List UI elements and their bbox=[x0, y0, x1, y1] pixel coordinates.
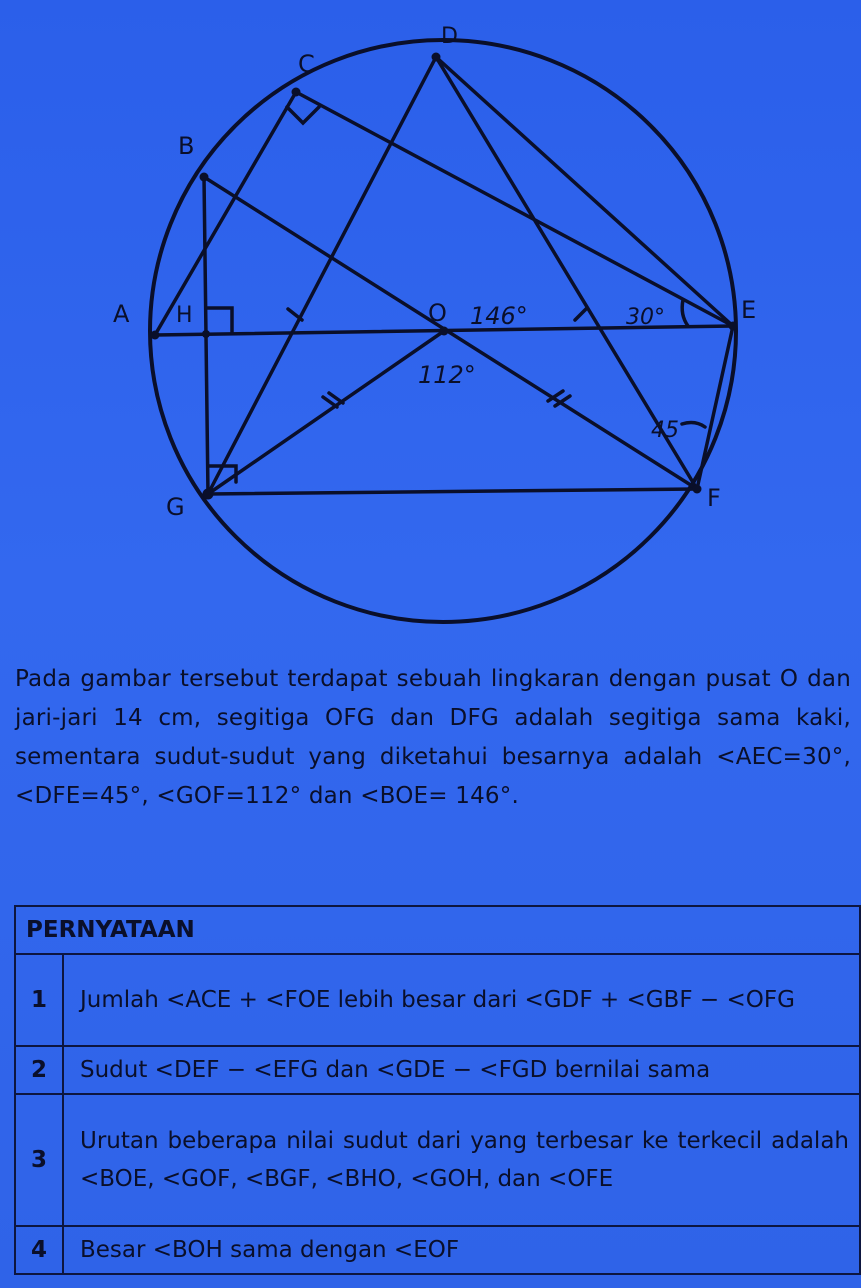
point-b-dot bbox=[200, 173, 209, 182]
angle-label-aec: 30° bbox=[626, 305, 665, 330]
statement-table bbox=[14, 905, 861, 1275]
table-row bbox=[15, 954, 860, 1046]
tick-mark-ae bbox=[575, 308, 587, 320]
geometry-figure bbox=[0, 0, 861, 640]
label-c: C bbox=[298, 50, 315, 78]
point-o-dot bbox=[440, 327, 449, 336]
angle-arc-aec bbox=[682, 300, 688, 326]
segment-og bbox=[208, 331, 444, 494]
point-f-dot bbox=[693, 485, 702, 494]
segment-dg bbox=[208, 57, 436, 494]
label-d: D bbox=[441, 24, 458, 49]
label-h: H bbox=[176, 303, 193, 328]
row-number: 3 bbox=[15, 1094, 63, 1226]
label-g: G bbox=[166, 493, 185, 521]
point-g-dot bbox=[203, 489, 214, 500]
row-number: 1 bbox=[15, 954, 63, 1046]
row-statement: Jumlah <ACE + <FOE lebih besar dari <GDF + <GBF − <OFG bbox=[63, 954, 860, 1046]
point-a-dot bbox=[151, 331, 160, 340]
label-f: F bbox=[707, 484, 721, 512]
row-statement: Sudut <DEF − <EFG dan <GDE − <FGD bernilai sama bbox=[63, 1046, 860, 1094]
label-e: E bbox=[741, 296, 757, 324]
point-d-dot bbox=[432, 53, 441, 62]
table-row bbox=[15, 1094, 860, 1226]
angle-label-dfe: 45 bbox=[651, 418, 679, 443]
label-o: O bbox=[428, 299, 447, 327]
angle-label-gof: 112° bbox=[418, 361, 476, 389]
angle-arc-dfe bbox=[682, 423, 705, 427]
right-angle-mark-h bbox=[206, 308, 232, 333]
right-angle-mark-c bbox=[287, 107, 319, 123]
label-b: B bbox=[178, 132, 195, 160]
table-header: PERNYATAAN bbox=[15, 906, 860, 954]
row-statement: Besar <BOH sama dengan <EOF bbox=[63, 1226, 860, 1274]
point-c-dot bbox=[292, 88, 301, 97]
segment-gf bbox=[208, 489, 697, 494]
table-row bbox=[15, 1046, 860, 1094]
problem-description: Pada gambar tersebut terdapat sebuah lingkaran dengan pusat O dan jari-jari 14 cm, segitiga OFG dan DFG adalah segitiga sama kaki, sementara sudut-sudut yang diketahui besarnya adalah <AEC=30°, <DFE=45°, <GOF=112° dan <BOE= 146°. bbox=[15, 666, 851, 809]
row-number: 4 bbox=[15, 1226, 63, 1274]
table-row bbox=[15, 1226, 860, 1274]
row-number: 2 bbox=[15, 1046, 63, 1094]
angle-label-boe: 146° bbox=[470, 302, 528, 330]
table-header-row bbox=[15, 906, 860, 954]
point-e-dot bbox=[729, 322, 738, 331]
row-statement: Urutan beberapa nilai sudut dari yang terbesar ke terkecil adalah <BOE, <GOF, <BGF, <BHO, <GOH, dan <OFE bbox=[63, 1094, 860, 1226]
label-a: A bbox=[113, 300, 130, 328]
point-h-dot bbox=[202, 330, 210, 338]
